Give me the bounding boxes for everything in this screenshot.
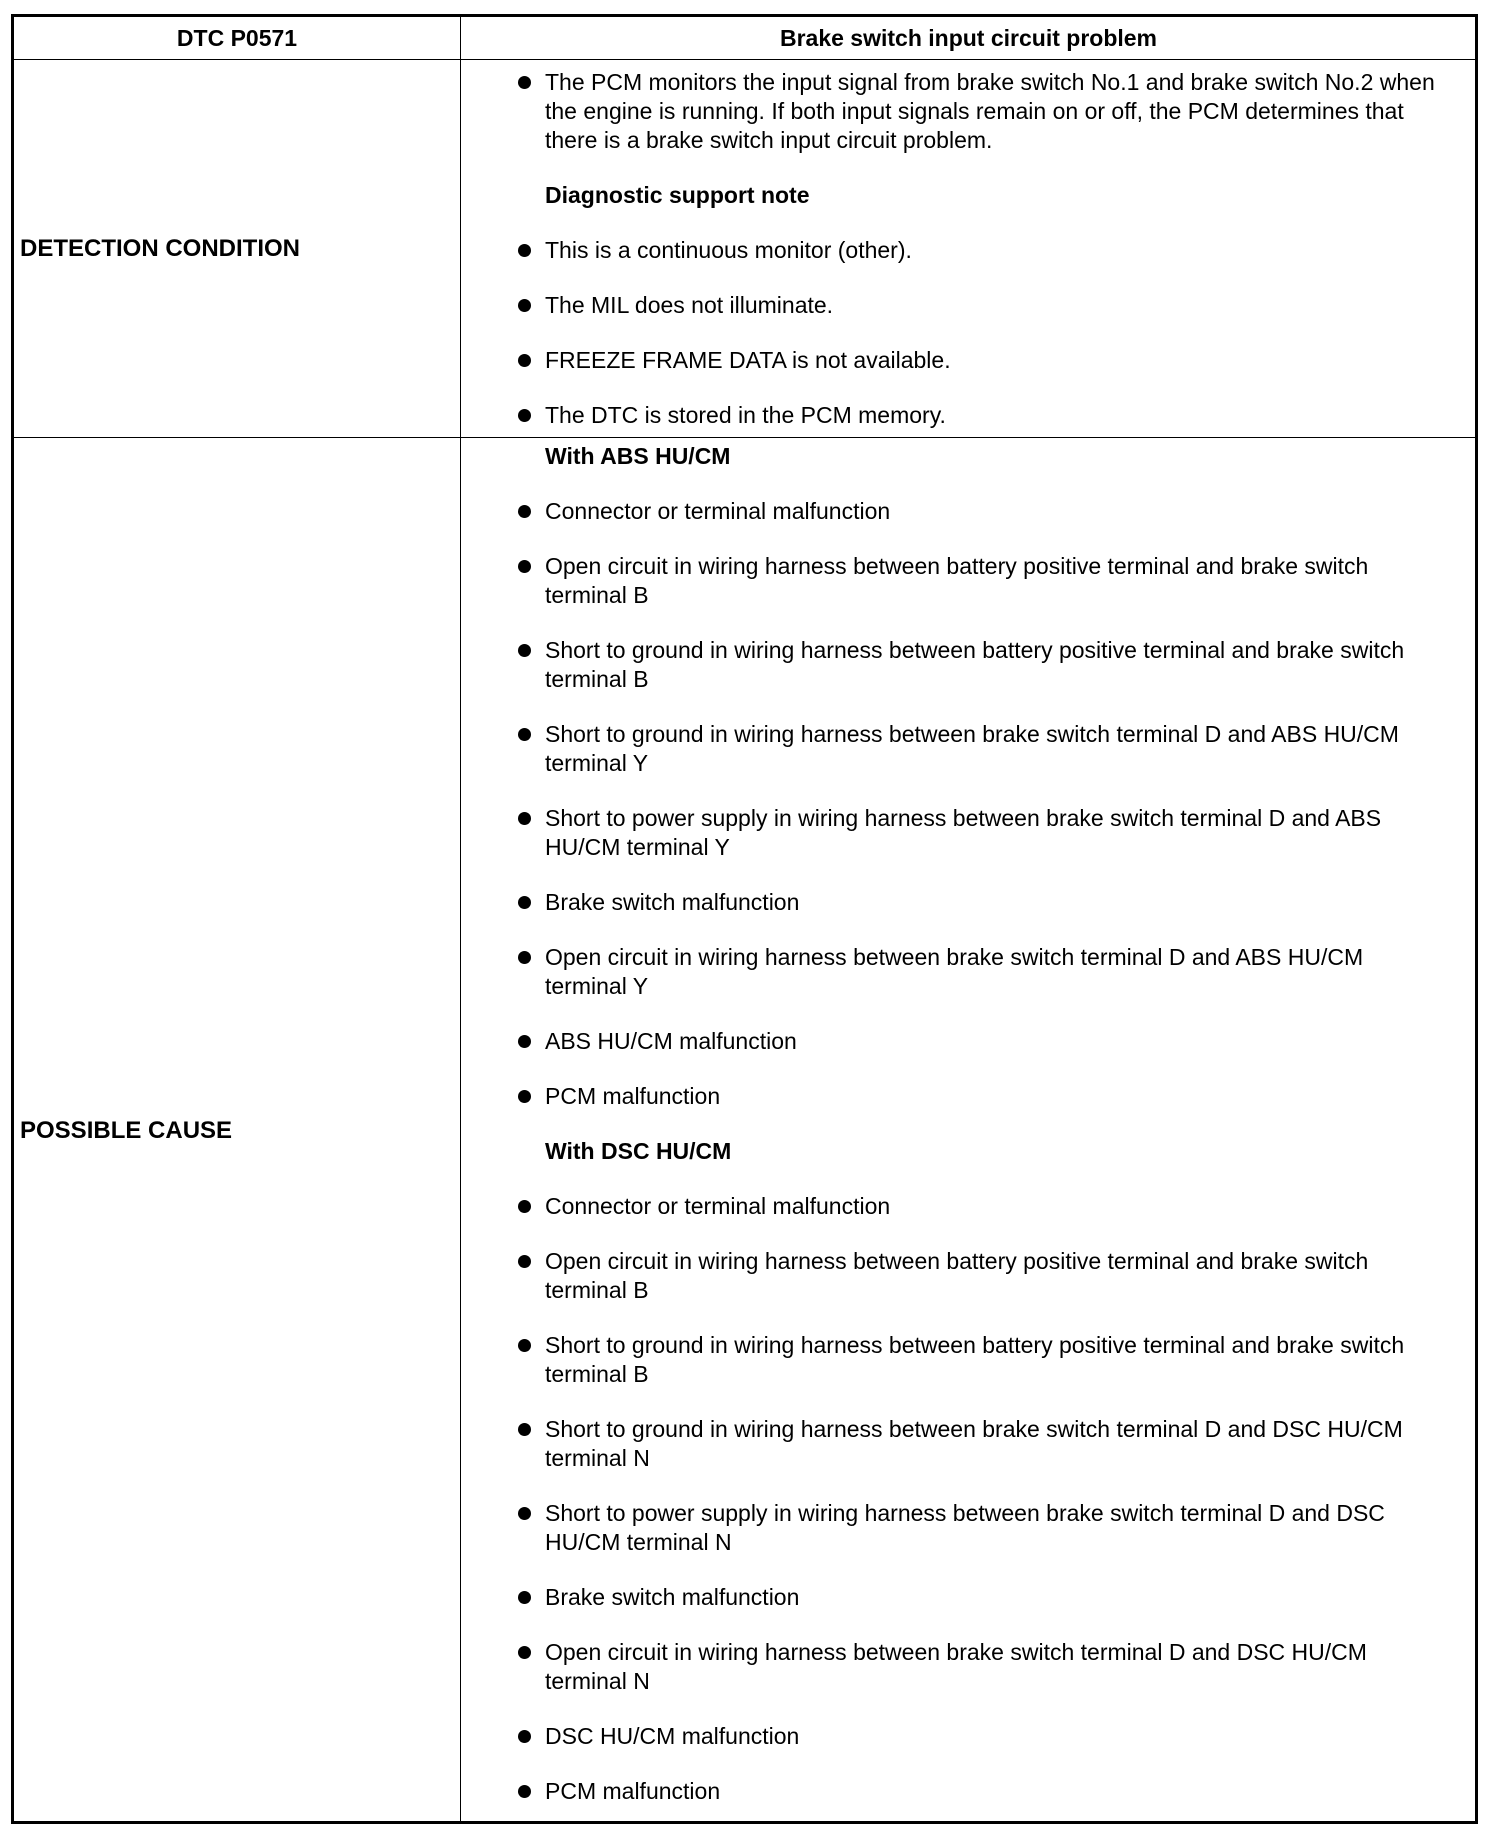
bullet-icon [518,728,531,741]
list-item-text: Open circuit in wiring harness between battery positive terminal and brake switch terminal B [545,1248,1369,1303]
list-item [462,1247,1475,1305]
list-item-text: PCM malfunction [545,1778,721,1804]
list-item-text: FREEZE FRAME DATA is not available. [545,347,951,373]
column-divider [460,17,461,1821]
bullet-icon [518,299,531,312]
header-row-divider [14,59,1475,60]
list-item [462,636,1475,694]
list-item [462,1415,1475,1473]
bullet-icon [518,1339,531,1352]
list-item [462,888,1475,917]
subheading-text: With ABS HU/CM [545,443,731,469]
bullet-icon [518,1035,531,1048]
bullet-icon [518,1200,531,1213]
bullet-icon [518,1785,531,1798]
dtc-table [11,14,1478,1824]
subheading-text: With DSC HU/CM [545,1138,732,1164]
list-item-text: PCM malfunction [545,1083,721,1109]
list-item-text: Short to power supply in wiring harness between brake switch terminal D and DSC HU/CM terminal N [545,1500,1385,1555]
list-item [462,943,1475,1001]
list-item [462,68,1475,155]
list-item [462,720,1475,778]
dtc-description-header: Brake switch input circuit problem [779,24,1158,51]
list-item-text: Short to power supply in wiring harness between brake switch terminal D and ABS HU/CM terminal Y [545,805,1382,860]
detection-condition-list [462,68,1475,456]
list-item-text: Short to ground in wiring harness between battery positive terminal and brake switch terminal B [545,1332,1405,1387]
section-subheading [462,181,1475,210]
detection-condition-label: DETECTION CONDITION [20,235,300,262]
list-item [462,1082,1475,1111]
list-item [462,236,1475,265]
list-item-text: Short to ground in wiring harness between brake switch terminal D and DSC HU/CM terminal N [545,1416,1403,1471]
bullet-icon [518,896,531,909]
possible-cause-label: POSSIBLE CAUSE [20,1117,233,1144]
list-item [462,1583,1475,1612]
bullet-icon [518,1507,531,1520]
list-item [462,401,1475,430]
bullet-icon [518,1255,531,1268]
list-item-text: Brake switch malfunction [545,1584,800,1610]
list-item [462,1331,1475,1389]
bullet-icon [518,409,531,422]
bullet-icon [518,354,531,367]
bullet-icon [518,1090,531,1103]
list-item [462,291,1475,320]
list-item-text: The MIL does not illuminate. [545,292,834,318]
list-item [462,1722,1475,1751]
list-item-text: Open circuit in wiring harness between brake switch terminal D and ABS HU/CM terminal Y [545,944,1364,999]
bullet-icon [518,76,531,89]
dtc-code-header: DTC P0571 [176,24,298,51]
bullet-icon [518,1591,531,1604]
list-item [462,346,1475,375]
list-item-text: Connector or terminal malfunction [545,1193,891,1219]
list-item-text: Short to ground in wiring harness between brake switch terminal D and ABS HU/CM terminal Y [545,721,1399,776]
list-item [462,497,1475,526]
list-item-text: The DTC is stored in the PCM memory. [545,402,946,428]
bullet-icon [518,1646,531,1659]
list-item-text: ABS HU/CM malfunction [545,1028,797,1054]
list-item-text: This is a continuous monitor (other). [545,237,912,263]
subheading-text: Diagnostic support note [545,182,810,208]
list-item [462,1499,1475,1557]
section-subheading [462,442,1475,471]
list-item-text: Short to ground in wiring harness between battery positive terminal and brake switch terminal B [545,637,1405,692]
list-item-text: Open circuit in wiring harness between battery positive terminal and brake switch terminal B [545,553,1369,608]
list-item [462,1192,1475,1221]
bullet-icon [518,1423,531,1436]
list-item-text: DSC HU/CM malfunction [545,1723,800,1749]
list-item [462,1027,1475,1056]
bullet-icon [518,560,531,573]
list-item-text: The PCM monitors the input signal from brake switch No.1 and brake switch No.2 when the engine is running. If both input signals remain on or off, the PCM determines that there is a brake switch input circuit problem. [545,69,1435,153]
bullet-icon [518,812,531,825]
possible-cause-list [462,442,1475,1832]
list-item-text: Brake switch malfunction [545,889,800,915]
section-subheading [462,1137,1475,1166]
bullet-icon [518,1730,531,1743]
bullet-icon [518,505,531,518]
list-item-text: Connector or terminal malfunction [545,498,891,524]
bullet-icon [518,644,531,657]
list-item [462,1638,1475,1696]
bullet-icon [518,951,531,964]
list-item [462,552,1475,610]
list-item [462,1777,1475,1806]
list-item [462,804,1475,862]
bullet-icon [518,244,531,257]
list-item-text: Open circuit in wiring harness between brake switch terminal D and DSC HU/CM terminal N [545,1639,1367,1694]
